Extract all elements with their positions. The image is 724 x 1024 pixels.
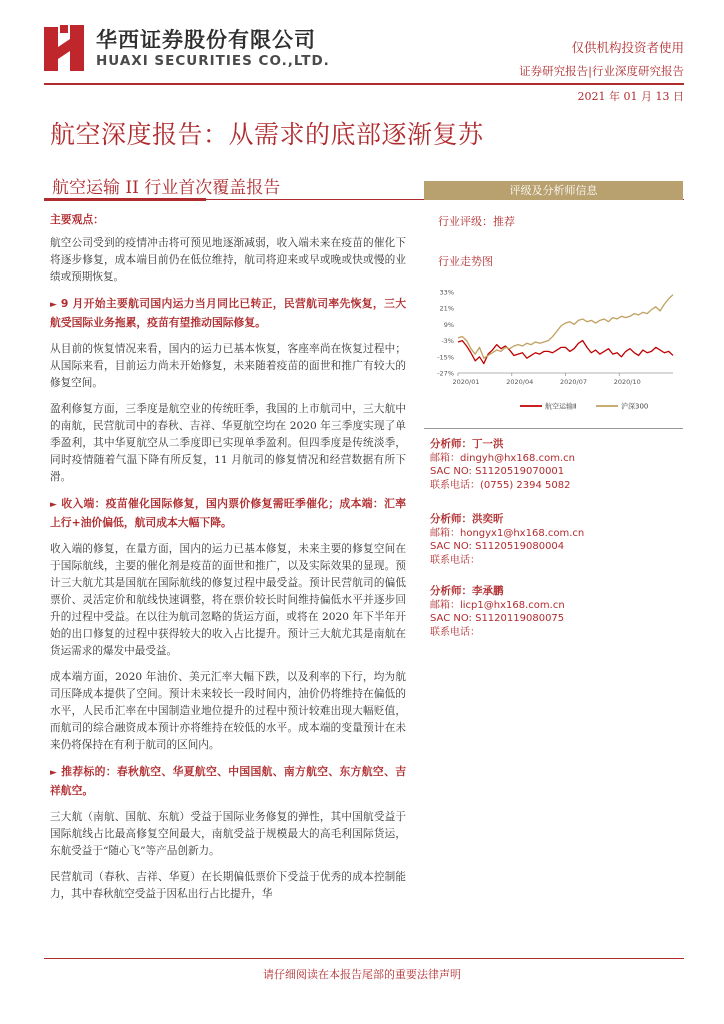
analyst-block-3 [430, 585, 565, 639]
analyst-email[interactable]: hongyx1@hx168.com.cn [460, 527, 585, 539]
highlight-2-text: 收入端：疫苗催化国际修复，国内票价修复需旺季催化；成本端：汇率上行+油价偏低，航司成本大幅下降。 [50, 497, 406, 529]
email-label: 邮箱： [430, 527, 460, 539]
trend-chart-title: 行业走势图 [438, 255, 493, 268]
y-tick-label: -15% [437, 353, 454, 362]
analyst-name: 分析师：丁一洪 [430, 438, 504, 450]
analyst-email[interactable]: dingyh@hx168.com.cn [460, 452, 575, 464]
x-tick-label: 2020/10 [613, 378, 641, 386]
x-axis-ticks [452, 373, 640, 386]
intro-paragraph: 航空公司受到的疫情冲击将可预见地逐渐减弱，收入端未来在疫苗的催化下将逐步修复，成本端目前仍在低位维持，航司将迎来或早或晚或快或慢的业绩或预期恢复。 [50, 237, 406, 283]
sac-label: SAC NO: [430, 466, 472, 477]
report-title: 航空深度报告：从需求的底部逐渐复苏 [50, 120, 484, 149]
analyst-block-1 [430, 438, 575, 492]
highlight-1-text: 9 月开始主要航司国内运力当月同比已转正，民营航司率先恢复，三大航受国际业务拖累，疫苗有望推动国际修复。 [50, 297, 406, 329]
email-label: 邮箱： [430, 599, 460, 611]
x-tick-label: 2020/01 [452, 378, 480, 386]
y-tick-label: 33% [439, 288, 454, 297]
paragraph-1: 从目前的恢复情况来看，国内的运力已基本恢复，客座率尚在恢复过程中；从国际来看，目前运力尚未开始修复，未来随着疫苗的面世和推广有较大的修复空间。 [50, 343, 406, 389]
phone-label: 联系电话： [430, 554, 480, 566]
analyst-name: 分析师：李承鹏 [430, 585, 504, 597]
triangle-bullet-icon: ► [50, 500, 57, 510]
x-tick-label: 2020/07 [559, 378, 588, 386]
analyst-email[interactable]: licp1@hx168.com.cn [460, 599, 565, 611]
y-axis-ticks [437, 289, 454, 378]
main-content [50, 211, 406, 912]
analyst-sac: S1120519080004 [475, 541, 565, 552]
company-name-en: HUAXI SECURITIES CO.,LTD. [96, 53, 330, 69]
header-divider [44, 83, 684, 85]
rating-panel-header: 评级及分析师信息 [424, 181, 683, 200]
y-tick-label: 9% [443, 320, 454, 329]
legend-label-1: 航空运输Ⅱ [545, 402, 577, 411]
right-panel-divider [424, 428, 683, 429]
legend-label-2: 沪深300 [621, 402, 649, 411]
y-tick-label: -27% [437, 369, 454, 378]
sac-label: SAC NO: [430, 613, 472, 624]
paragraph-3: 收入端的修复，在量方面，国内的运力已基本修复，未来主要的修复空间在于国际航线，主要的催化剂是疫苗的面世和推广，以及实际效果的显现。预计三大航尤其是国航在国际航线的修复过程中最受益。预计民营航司的偏低票价、灵活定价和航线快速调整，将在票价较长时间维持偏低水平并逐步回升的过程中受益。在以往为航司忽略的货运方面，或将在 2020 年下半年开始的出口修复的过程中获得较大的收入占比提升。预计三大航尤其是南航在货运需求的爆发中最受益。 [50, 543, 406, 657]
report-date: 2021 年 01 月 13 日 [577, 90, 684, 103]
paragraph-2: 盈利修复方面，三季度是航空业的传统旺季，我国的上市航司中，三大航中的南航，民营航司中的春秋、吉祥、华夏航空均在 2020 年三季度实现了单季盈利，其中华夏航空从二季度即已实现单季盈利。但四季度是传统淡季，同时疫情随着气温下降有所反复，11 月航司的修复情况和经营数据有所下滑。 [50, 403, 406, 483]
analyst-block-2 [430, 513, 584, 567]
chart-legend [520, 402, 648, 411]
legal-notice: 请仔细阅读在本报告尾部的重要法律声明 [263, 968, 461, 981]
paragraph-5: 三大航（南航、国航、东航）受益于国际业务修复的弹性，其中国航受益于国际航线占比最高修复空间最大，南航受益于规模最大的高毛利国际货运，东航受益于“随心飞”等产品创新力。 [50, 811, 406, 857]
analyst-phone: (0755) 2394 5082 [480, 479, 571, 491]
report-type: 证券研究报告|行业深度研究报告 [519, 64, 684, 78]
highlight-3 [50, 763, 406, 800]
series-line-2 [458, 295, 673, 358]
paragraph-4: 成本端方面，2020 年油价、美元汇率大幅下跌，以及利率的下行，均为航司压降成本提供了空间。预计未来较长一段时间内，油价仍将维持在偏低的水平，人民币汇率在中国制造业地位提升的过程中预计较难出现大幅贬值，而航司的综合融资成本预计亦将维持在较低的水平。成本端的变量预计在未来仍将保持在有利于航司的区间内。 [50, 671, 406, 751]
main-points-heading: 主要观点： [50, 213, 104, 226]
highlight-3-text: 推荐标的：春秋航空、华夏航空、中国国航、南方航空、东方航空、吉祥航空。 [50, 765, 406, 797]
analyst-sac: S1120119080075 [475, 613, 565, 624]
industry-trend-chart [428, 278, 683, 413]
highlight-1 [50, 295, 406, 332]
email-label: 邮箱： [430, 452, 460, 464]
y-tick-label: 21% [439, 304, 454, 313]
triangle-bullet-icon: ► [50, 768, 57, 778]
company-name-cn: 华西证券股份有限公司 [96, 28, 316, 52]
analyst-sac: S1120519070001 [475, 466, 565, 477]
series-line-1 [458, 341, 673, 364]
sac-label: SAC NO: [430, 541, 472, 552]
audience-note: 仅供机构投资者使用 [571, 40, 684, 55]
industry-rating: 行业评级：推荐 [438, 215, 515, 228]
report-subtitle: 航空运输 II 行业首次覆盖报告 [52, 178, 281, 198]
phone-label: 联系电话： [430, 479, 480, 491]
huaxi-logo-icon [44, 25, 84, 71]
x-tick-label: 2020/04 [506, 378, 534, 386]
chart-series [458, 295, 673, 364]
highlight-2 [50, 495, 406, 532]
paragraph-6: 民营航司（春秋、吉祥、华夏）在长期偏低票价下受益于优秀的成本控制能力，其中春秋航空受益于因私出行占比提升，华 [50, 871, 406, 900]
analyst-name: 分析师：洪奕昕 [430, 513, 504, 525]
subtitle-accent-bar [44, 198, 206, 201]
y-tick-label: -3% [441, 337, 454, 346]
phone-label: 联系电话： [430, 626, 480, 638]
triangle-bullet-icon: ► [50, 300, 57, 310]
footer-divider [44, 958, 684, 959]
